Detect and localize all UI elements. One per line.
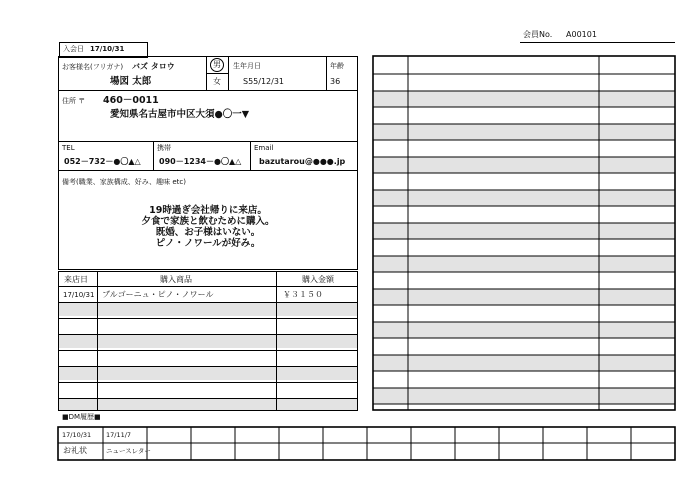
address-label: 住所 〒 (62, 97, 86, 105)
member-no-value: A00101 (566, 30, 597, 39)
member-no-label: 会員No. (523, 30, 553, 39)
notes-line: 夕食で家族と飲むために購入。 (141, 216, 275, 227)
postal-code: 460－0011 (103, 95, 159, 106)
dm-date-2: 17/11/7 (106, 431, 132, 439)
mobile-value: 090－1234－●〇▲△ (159, 157, 242, 166)
notes-line: 19時過ぎ会社帰りに来店。 (149, 205, 267, 216)
age-label: 年齢 (330, 62, 344, 70)
age-value: 36 (330, 77, 341, 86)
customer-name: 場図 太郎 (110, 76, 152, 87)
purchase-item: ブルゴーニュ・ピノ・ノワール (102, 290, 214, 299)
dm-type-2: ニュースレター (106, 447, 151, 455)
dm-type-1: お礼状 (63, 446, 87, 455)
gender-male: 男 (213, 60, 221, 69)
notes-line: ピノ・ノワールが好み。 (155, 238, 261, 249)
gender-female: 女 (213, 77, 221, 86)
purchase-date: 17/10/31 (63, 291, 95, 299)
mobile-label: 携帯 (157, 144, 171, 152)
dm-history-title: ■DM履歴■ (62, 413, 101, 421)
notes-line: 既婚、お子様はいない。 (155, 227, 261, 238)
col-header-amount: 購入金額 (302, 275, 334, 284)
tel-value: 052－732－●〇▲△ (64, 157, 141, 166)
notes-label: 備考(職業、家族構成、好み、趣味 etc) (62, 178, 187, 186)
dm-date-1: 17/10/31 (62, 431, 92, 439)
birth-label: 生年月日 (233, 62, 261, 70)
email-label: Email (254, 144, 274, 152)
customer-kana: バズ タロウ (132, 62, 175, 71)
address-line: 愛知県名古屋市中区大須●〇一▼ (110, 109, 250, 120)
email-value: bazutarou@●●●.jp (259, 157, 346, 166)
birth-value: S55/12/31 (243, 77, 285, 86)
join-date-label: 入会日 (63, 45, 84, 53)
col-header-date: 来店日 (64, 275, 88, 284)
tel-label: TEL (62, 144, 75, 152)
customer-name-label: お客様名(フリガナ) (62, 63, 124, 71)
purchase-amount: ￥３１５０ (283, 290, 323, 299)
col-header-item: 購入商品 (160, 275, 192, 284)
join-date-value: 17/10/31 (90, 45, 125, 53)
